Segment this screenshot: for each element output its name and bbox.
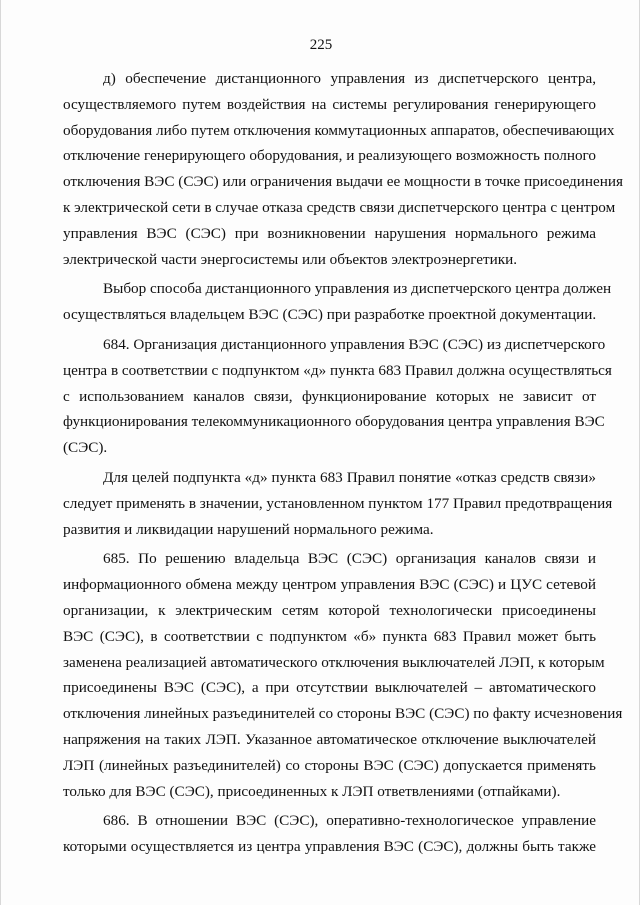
text-line: отключения линейных разъединителей со стороны ВЭС (СЭС) по факту исчезновения bbox=[63, 705, 623, 723]
text-line: Выбор способа дистанционного управления из диспетчерского центра должен bbox=[103, 280, 612, 298]
text-line: осуществляемого путем воздействия на системы регулирования генерирующего bbox=[63, 95, 596, 113]
text-line: которыми осуществляется из центра управления ВЭС (СЭС), должны быть также bbox=[63, 838, 596, 856]
text-line: электрической части энергосистемы или объектов электроэнергетики. bbox=[63, 250, 518, 268]
paragraph-686 bbox=[63, 808, 596, 860]
text-line: развития и ликвидации нарушений нормального режима. bbox=[63, 520, 434, 538]
text-line: организации, к электрическим сетям которой технологически присоединены bbox=[63, 601, 596, 619]
paragraph-d-remote-control bbox=[63, 66, 623, 272]
text-line: Для целей подпункта «д» пункта 683 Правил понятие «отказ средств связи» bbox=[103, 468, 596, 486]
text-line: отключения ВЭС (СЭС) или ограничения выдачи ее мощности в точке присоединения bbox=[63, 173, 623, 191]
text-line: заменена реализацией автоматического отключения выключателей ЛЭП, к которым bbox=[63, 653, 605, 671]
text-line: к электрической сети в случае отказа средств связи диспетчерского центра с центром bbox=[63, 198, 616, 216]
text-line: д) обеспечение дистанционного управления из диспетчерского центра, bbox=[103, 70, 596, 87]
text-line: (СЭС). bbox=[63, 439, 108, 457]
text-line: отключение генерирующего оборудования, и реализующего возможность полного bbox=[63, 147, 596, 165]
text-line: информационного обмена между центром управления ВЭС (СЭС) и ЦУС сетевой bbox=[63, 576, 596, 594]
paragraph-communication-failure bbox=[63, 465, 613, 542]
text-line: 686. В отношении ВЭС (СЭС), оперативно-технологическое управление bbox=[103, 812, 596, 830]
text-line: 684. Организация дистанционного управления ВЭС (СЭС) из диспетчерского bbox=[103, 335, 606, 353]
text-line: оборудования либо путем отключения коммутационных аппаратов, обеспечивающих bbox=[63, 121, 615, 139]
text-line: 685. По решению владельца ВЭС (СЭС) организация каналов связи и bbox=[103, 550, 596, 568]
text-line: с использованием каналов связи, функционирование которых не зависит от bbox=[63, 387, 596, 405]
paragraph-685 bbox=[63, 546, 623, 804]
document-body bbox=[63, 66, 623, 864]
text-line: ЛЭП (линейных разъединителей) со стороны ВЭС (СЭС) допускается применять bbox=[63, 756, 596, 774]
text-line: напряжения на таких ЛЭП. Указанное автоматическое отключение выключателей bbox=[63, 730, 596, 748]
page-number: 225 bbox=[309, 37, 333, 53]
text-line: осуществляться владельцем ВЭС (СЭС) при разработке проектной документации. bbox=[63, 306, 597, 324]
text-line: следует применять в значении, установленном пунктом 177 Правил предотвращения bbox=[63, 494, 613, 512]
text-line: только для ВЭС (СЭС), присоединенных к ЛЭП ответвлениями (отпайками). bbox=[63, 782, 561, 800]
text-line: ВЭС (СЭС), в соответствии с подпунктом «б» пункта 683 Правил может быть bbox=[63, 627, 596, 645]
text-line: управления ВЭС (СЭС) при возникновении нарушения нормального режима bbox=[63, 224, 596, 242]
text-line: центра в соответствии с подпунктом «д» пункта 683 Правил должна осуществляться bbox=[63, 361, 612, 379]
paragraph-method-choice bbox=[63, 276, 612, 328]
text-line: присоединены ВЭС (СЭС), а при отсутствии выключателей – автоматического bbox=[63, 679, 596, 697]
text-line: функционирования телекоммуникационного оборудования центра управления ВЭС bbox=[63, 413, 605, 431]
paragraph-684 bbox=[63, 332, 612, 461]
